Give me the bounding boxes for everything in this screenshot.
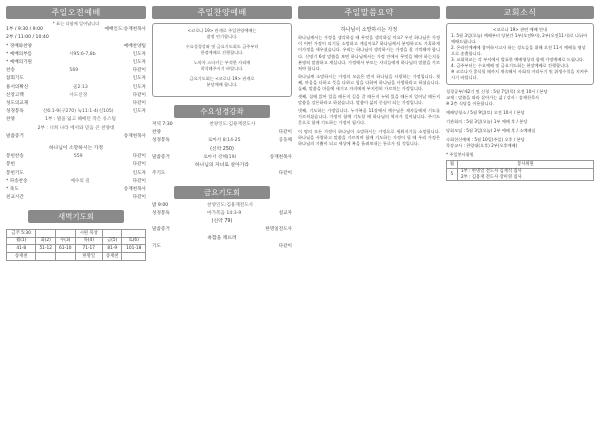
order-row: * 축도 송재천목사 (6, 186, 146, 192)
schedule-line: 예배당청소 / 5월 9일(토) 오전 10시 / 본당 (446, 110, 525, 115)
sermon-summary-header: 주일말씀요약 (298, 6, 440, 19)
order-row: 저녁 7:30 찬양인도:김용재전도사 (152, 122, 256, 127)
preparation-note: * 표는 다함께 일어납니다 (52, 21, 100, 26)
morning-worship-header: 주일오전예배 (6, 6, 146, 19)
news-item: 4. 금주부터는 수요예배 및 금요기도회는 현장예배로 진행합니다. (451, 63, 570, 68)
schedule-line: 당회모임 : 5월 3일(오늘) 2부 예배 후 / 소예배실 (446, 128, 536, 133)
order-row: 신앙고백 사도신경 다같이 (6, 92, 146, 98)
schedule-line: 목장교사 : 찬양대(오후) 2부(오후예배) (446, 143, 518, 148)
order-row: 성경봉독 로마서 8:14-25 공동체 (152, 138, 292, 144)
sermon-title: 옥합을 깨뜨려 (207, 235, 237, 241)
order-row: 찬송 569 다같이 (6, 68, 146, 74)
order-row: 주기도 다같이 (152, 170, 292, 176)
order-row: 참회기도 인도자 (6, 76, 146, 82)
service-team-table: 월 봉사위원 5 1부 : 한명일 전도사 김재석 집사 2부 : 김용재 전도사 장미영 집사 (446, 160, 594, 181)
sermon-paragraph: 넷째, 기도하는 가정입니다. 누가복음 11장에서 예수님은 제자들에게 기도를 가르치셨습니다. 가정이 함께 기도할 때 하나님의 역사가 일어납니다. 주기도문으로 함께 기도하는 가정이 됩시다. (298, 108, 440, 126)
friday-prayer-header: 금요기도회 (174, 186, 270, 199)
sermon-summary-column (298, 6, 440, 147)
order-row: 말씀증거 로마서 강해(19) 송재천목사 (152, 154, 292, 160)
afternoon-heading: 하나님이 소망하시는 가정 (48, 146, 104, 152)
order-row: 성경봉독 신6:1-9(구270) 눅11:1-4(신105) 인도자 (6, 109, 146, 115)
schedule-line: 속회헌신예배 : 5월 10일(주일) 오후 / 본당 (446, 137, 525, 142)
order-row: 성경봉독 마가복음 14:3-9 설교자 (152, 211, 292, 217)
sermon-title: 하나님이 소망하시는 가정 (340, 27, 398, 33)
dawn-prayer-header: 새벽기도회 (28, 210, 124, 223)
order-row: 말씀증거 송재천목사 (6, 133, 146, 139)
church-news-column (446, 6, 594, 181)
news-item: ※ 코로나가 종식될 때까지 계속해서 사회적 거리두기 및 위생수칙을 지켜주시기 바랍니다. (451, 69, 588, 80)
order-row: 성도의교제 다같이 (6, 101, 146, 107)
order-row: * 예배의기원 인도자 (6, 60, 146, 66)
order-row: 용서의확신 골2:13 인도자 (6, 84, 146, 90)
sermon-paragraph: 이 땅의 모든 가정이 하나님이 소망하시는 가정으로 세워지기를 소망합니다. 하나님을 사랑하고 말씀을 가르치며 함께 기도하는 가정이 될 때 우리 가정은 하나님의 기쁨이 되고 세상에 복을 흘려보내는 통로가 될 것입니다. (298, 128, 440, 146)
sermon-paragraph: 하나님께 소망하시는 가정의 모습은 먼저 하나님을 사랑하는 가정입니다. 첫째, 마음을 다하고 뜻을 다하고 힘을 다하여 하나님을 사랑하라고 하셨습니다. 둘째, 말씀을 마음에 새기고 자녀에게 부지런히 가르치는 가정입니다. (298, 73, 440, 91)
order-row: * 경배와찬양 예배찬양팀 (6, 43, 146, 49)
morning-worship-column (6, 6, 146, 261)
order-row: 봉헌찬송 559 다같이 (6, 154, 146, 160)
order-row: 2부 / 11:00 / 10:40 (6, 35, 49, 41)
praise-worship-header: 주일찬양예배 (152, 6, 292, 19)
news-item: 1. 5월 3일(오늘) 예배부터 당분간 1부(오전9시), 2부(오전11시)로 나뉘어 예배드립니다. (451, 33, 588, 44)
order-row: * 파송찬송 예수의 길 다같이 (6, 178, 146, 184)
order-row: 친교시간 다같이 (6, 195, 146, 201)
order-row: 봉헌기도 인도자 (6, 170, 146, 176)
order-row: * 예배의부름 시95:6-7,8b 인도자 (6, 51, 146, 57)
church-news-header: 교회소식 (446, 6, 594, 19)
order-row: 봉헌 다같이 (6, 162, 146, 168)
dawn-prayer-table: 금주 5:30 시편 묵상 월(1) 화(2) 수(3) 목(4) 금(5) 토(6) 41-8 51-12 61-10 71-17 81-9 101-18 송재천 한명일 송재천 (6, 229, 146, 260)
news-item: 2. 온라인예배에 참여하시고자 하는 성도들을 위해 오전 11시 예배를 영상으로 송출합니다. (451, 45, 586, 56)
order-row: 1부 / 9:30 / 9:00 예배인도:송재천목사 (6, 27, 146, 33)
news-item: 3. 교회학교는 각 부서에서 발표한 예배영상과 함께 가정예배로 드립니다. (451, 57, 585, 62)
schedule-line: ※ 2층 식당을 이용합니다. (446, 101, 494, 106)
order-row: 찬양 1부 : 빌을 잃고 헤매던 작은 유스팀 (6, 117, 116, 123)
wednesday-worship-header: 수요성경강좌 (174, 105, 270, 118)
order-row: 밤 9:00 찬양인도:김용재전도사 (152, 203, 254, 209)
order-row: 기도 다같이 (152, 243, 292, 249)
schedule-line: 기관회의 : 5월 3일(오늘) 1부 예배 후 / 본당 (446, 119, 528, 124)
praise-worship-column (152, 6, 292, 251)
hymn-number: (신약 250) (210, 146, 234, 152)
order-row: 말씀증거 한명일전도사 (152, 227, 292, 233)
praise-notice-box: <코로나 19> 관계로 주일찬양예배는 잠정 연기합니다. 수요성경강좌 및 금요기도회도 금주부터 한정예배로 진행합니다. 노약자 스타키는 부적한 자리에 착석해주시기 바랍니다. 금요기도회는 <코로나 19> 관계로 분당예배 합니다. (152, 23, 292, 97)
schedule-line: 교재 : 말씀을 따라 살아가는 삶 / 강사 : 송재천목사 (446, 95, 540, 100)
order-row: 2부 : 너희 나라 에서와 믿음 큰 찬양대 (37, 125, 115, 131)
schedule-line: 성경공부/제2기 및 신청 : 5월 7일(목) 오전 10시 / 본당 (446, 89, 548, 94)
service-team-title: * 주일봉사위원 (446, 152, 474, 157)
news-box: <코로나 19> 관련 예배 안내 1. 5월 3일(오늘) 예배부터 당분간 1부(오전9시), 2부(오전11시)로 나뉘어 예배드립니다. 2. 온라인예배에 참여하시고자 하는 성도들을 위해 오전 11시 예배를 영상으로 송출합니다. 3. 교회학교는 각 부서에서 발표한 예배영상과 함께 가정예배로 드립니다. 4. 금주부터는 수요예배 및 금요기도회는 현장예배로 진행합니다. ※ 코로나가 종식될 때까지 계속해서 사회적 거리두기 및 위생수칙을 지켜주시기 바랍니다. (446, 23, 594, 85)
sermon-title: 하나님의 자녀로 살아가라 (194, 162, 250, 168)
order-row: 찬양 다같이 (152, 130, 292, 136)
sermon-paragraph: 셋째, 집에 앉아 있을 때든지 길을 갈 때든지 누워 있을 때든지 일어날 때든지 말씀을 강론하라고 하셨습니다. 말씀이 삶의 중심이 되는 가정입니다. (298, 94, 440, 106)
sermon-paragraph: 하나님께서는 가정을 생각하실 때 무엇을 생각하실 까요? 우선 하나님은 가정이 어떤 가정이 되기를 소망하고 계실까요? 하나님께서 분명하고도 가혹하게 이가정을 세우셨습니다. 우리는 하나님이 생각하시는 가정을 잘 기억해야 합니다. 신명기 6장 말씀을 보면 하나님께서는 가정 안에서 무엇을 해야 하는지를 분명히 말씀하고 계십니다. 가정에서 부모는 자녀들에게 하나님의 말씀을 가르쳐야 합니다. (298, 35, 440, 71)
hymn-number: (신약 79) (211, 219, 233, 225)
